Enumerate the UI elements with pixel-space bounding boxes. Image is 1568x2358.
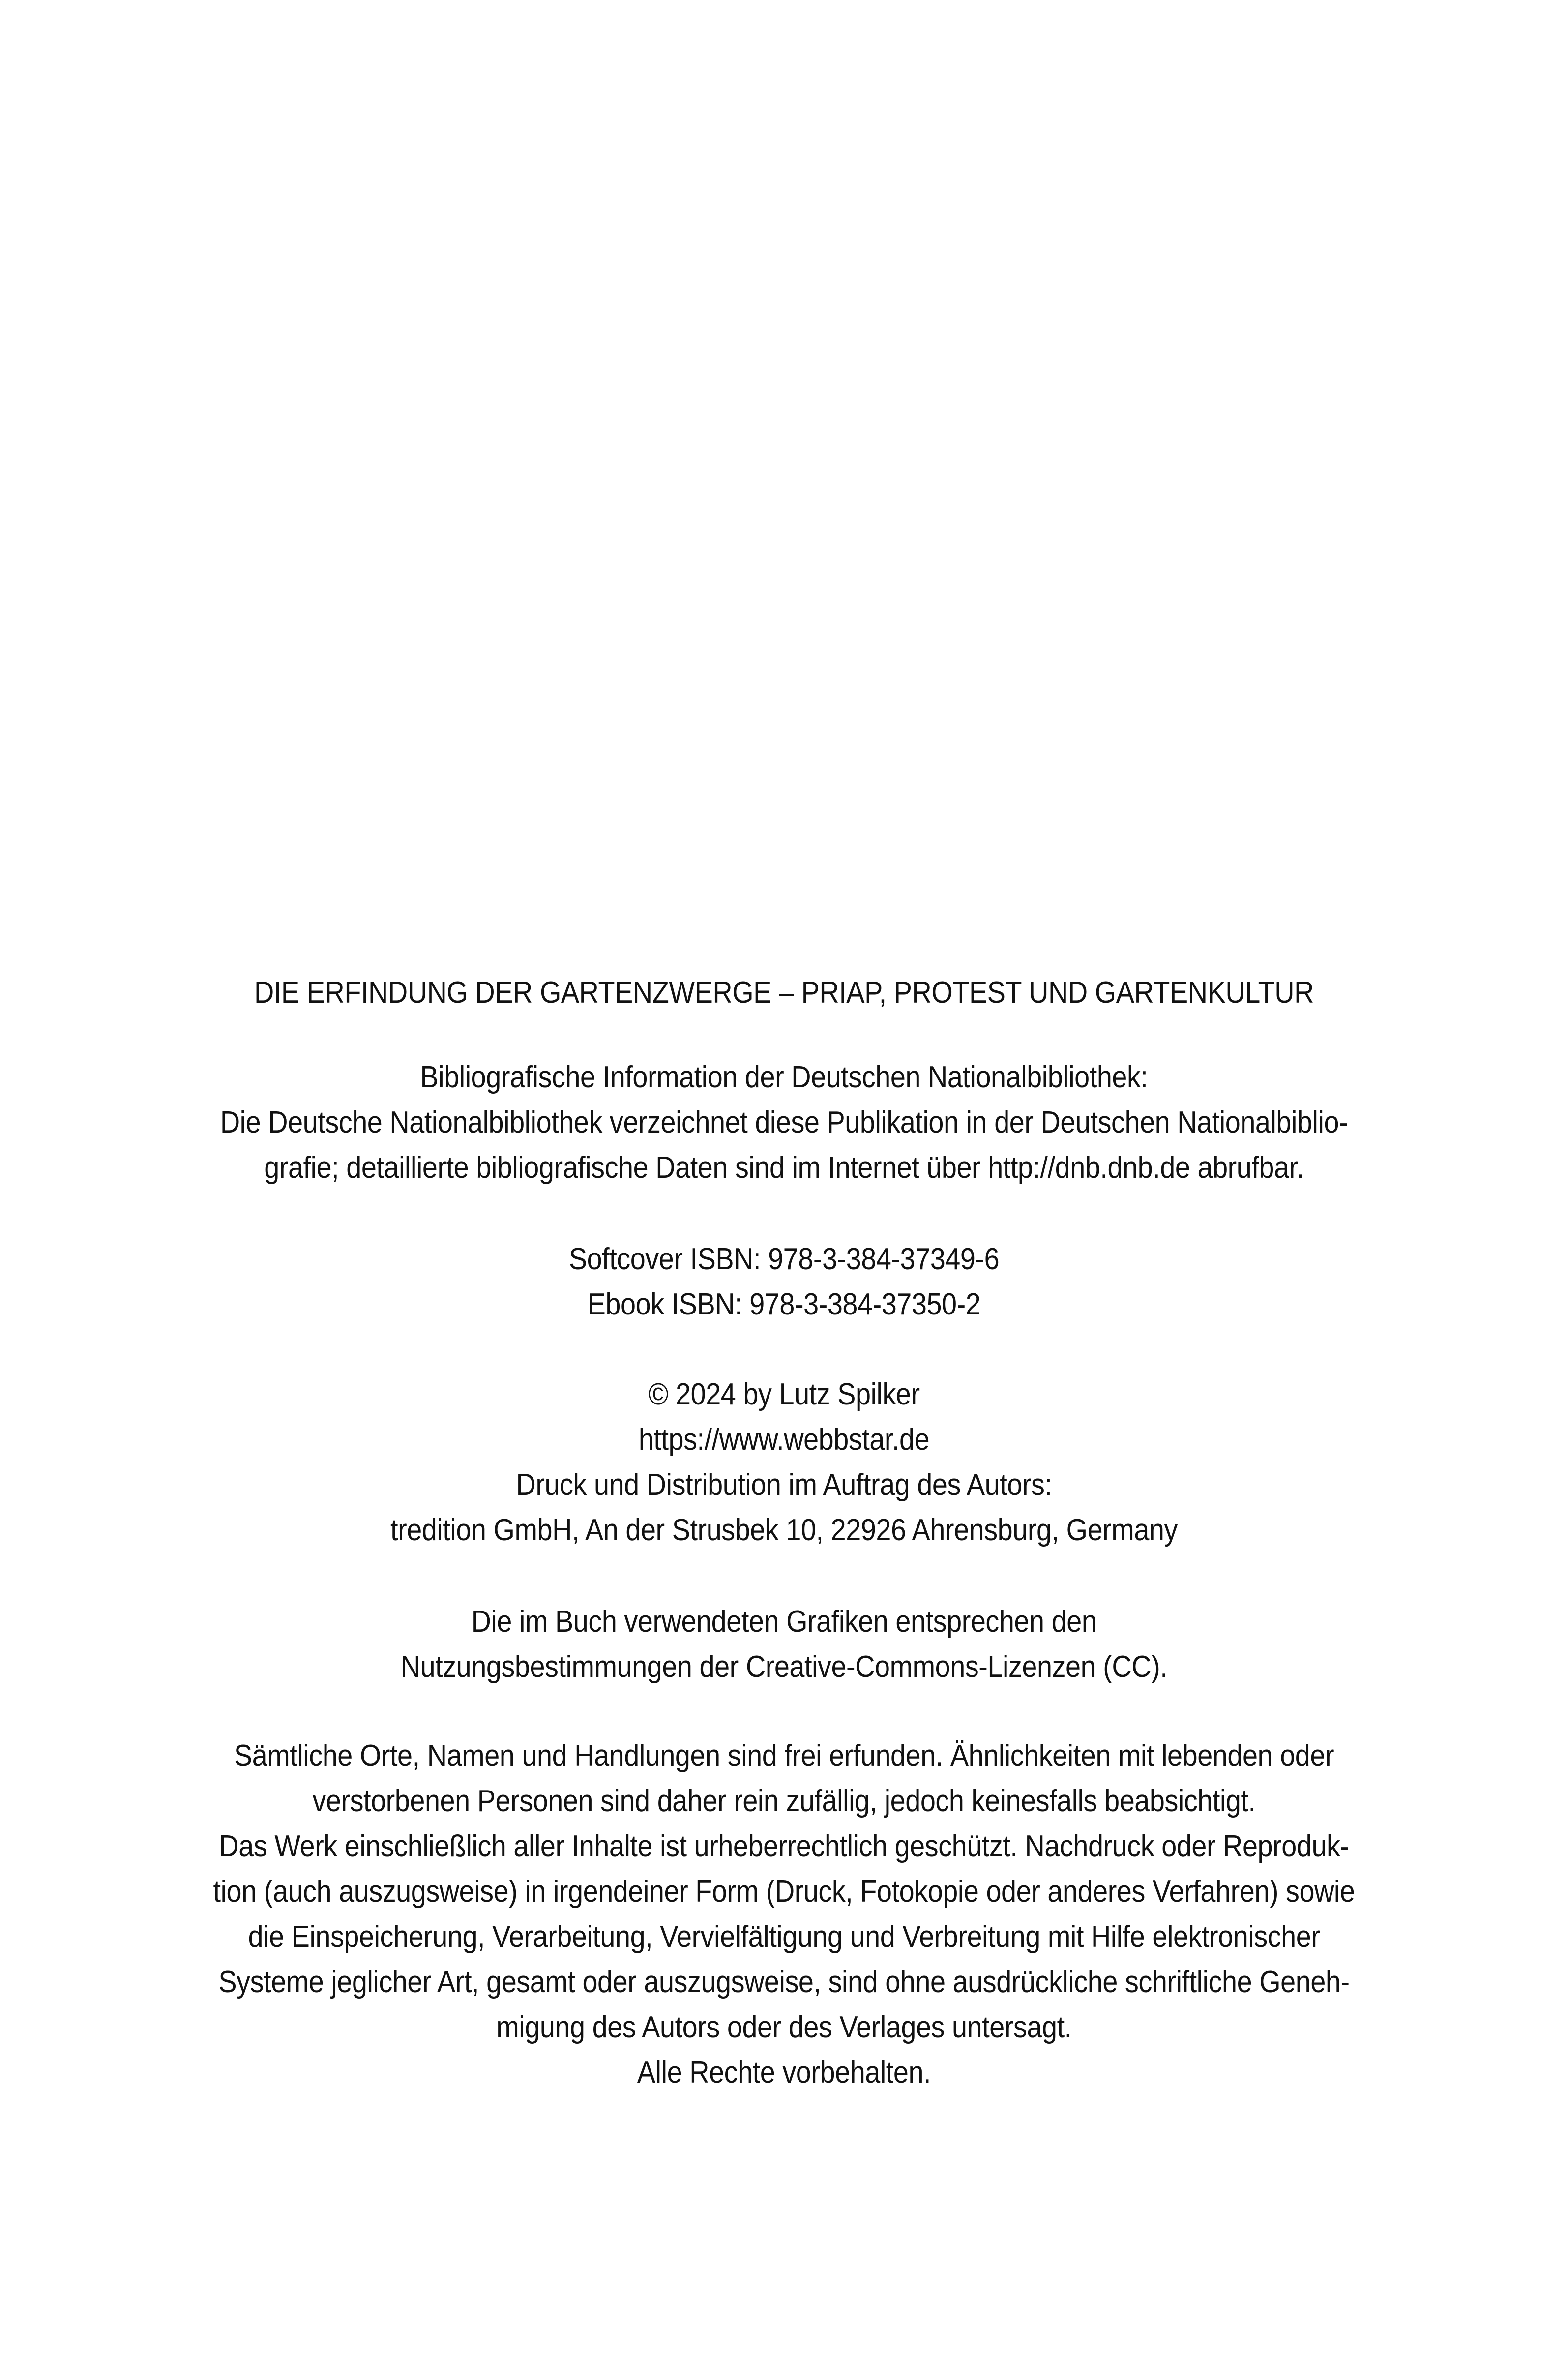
book-title-block xyxy=(78,970,1489,1015)
rights-reserved: Alle Rechte vorbehalten. xyxy=(637,2056,931,2089)
author-website-link[interactable]: https://www.webbstar.de xyxy=(638,1423,930,1457)
softcover-isbn: Softcover ISBN: 978-3-384-37349-6 xyxy=(568,1242,1000,1276)
copyright-notice: © 2024 by Lutz Spilker xyxy=(648,1377,920,1411)
bibliographic-information xyxy=(78,1055,1489,1191)
graphics-notice-line: Die im Buch verwendeten Grafiken entsprechen den xyxy=(471,1605,1097,1639)
legal-line: tion (auch auszugsweise) in irgendeiner Form (Druck, Fotokopie oder anderes Verfahren) sowie xyxy=(213,1875,1355,1909)
legal-line: verstorbenen Personen sind daher rein zufällig, jedoch keinesfalls beabsichtigt. xyxy=(312,1784,1256,1818)
copyright-block xyxy=(78,1372,1489,1553)
graphics-license-notice xyxy=(78,1599,1489,1690)
legal-line: Systeme jeglicher Art, gesamt oder auszugsweise, sind ohne ausdrückliche schriftliche Geneh- xyxy=(218,1965,1350,1999)
book-title: DIE ERFINDUNG DER GARTENZWERGE – PRIAP, PROTEST UND GARTENKULTUR xyxy=(254,976,1314,1010)
ebook-isbn: Ebook ISBN: 978-3-384-37350-2 xyxy=(587,1287,981,1321)
legal-disclaimer xyxy=(78,1733,1489,2095)
isbn-block xyxy=(78,1237,1489,1327)
publisher-address: tredition GmbH, An der Strusbek 10, 22926 Ahrensburg, Germany xyxy=(390,1513,1178,1547)
legal-line: migung des Autors oder des Verlages untersagt. xyxy=(496,2010,1072,2044)
legal-line: Das Werk einschließlich aller Inhalte ist urheberrechtlich geschützt. Nachdruck oder Reproduk- xyxy=(219,1829,1349,1863)
legal-line: Sämtliche Orte, Namen und Handlungen sind frei erfunden. Ähnlichkeiten mit lebenden oder xyxy=(234,1739,1334,1773)
printing-notice: Druck und Distribution im Auftrag des Autors: xyxy=(516,1468,1052,1502)
bibliographic-heading: Bibliografische Information der Deutschen Nationalbibliothek: xyxy=(420,1060,1148,1094)
bibliographic-text-line: grafie; detaillierte bibliografische Daten sind im Internet über http://dnb.dnb.de abrufbar. xyxy=(264,1151,1304,1185)
legal-line: die Einspeicherung, Verarbeitung, Vervielfältigung und Verbreitung mit Hilfe elektronischer xyxy=(248,1920,1320,1954)
graphics-notice-line: Nutzungsbestimmungen der Creative-Commons-Lizenzen (CC). xyxy=(400,1650,1168,1684)
bibliographic-text-line: Die Deutsche Nationalbibliothek verzeichnet diese Publikation in der Deutschen Nationalbiblio- xyxy=(220,1105,1348,1139)
